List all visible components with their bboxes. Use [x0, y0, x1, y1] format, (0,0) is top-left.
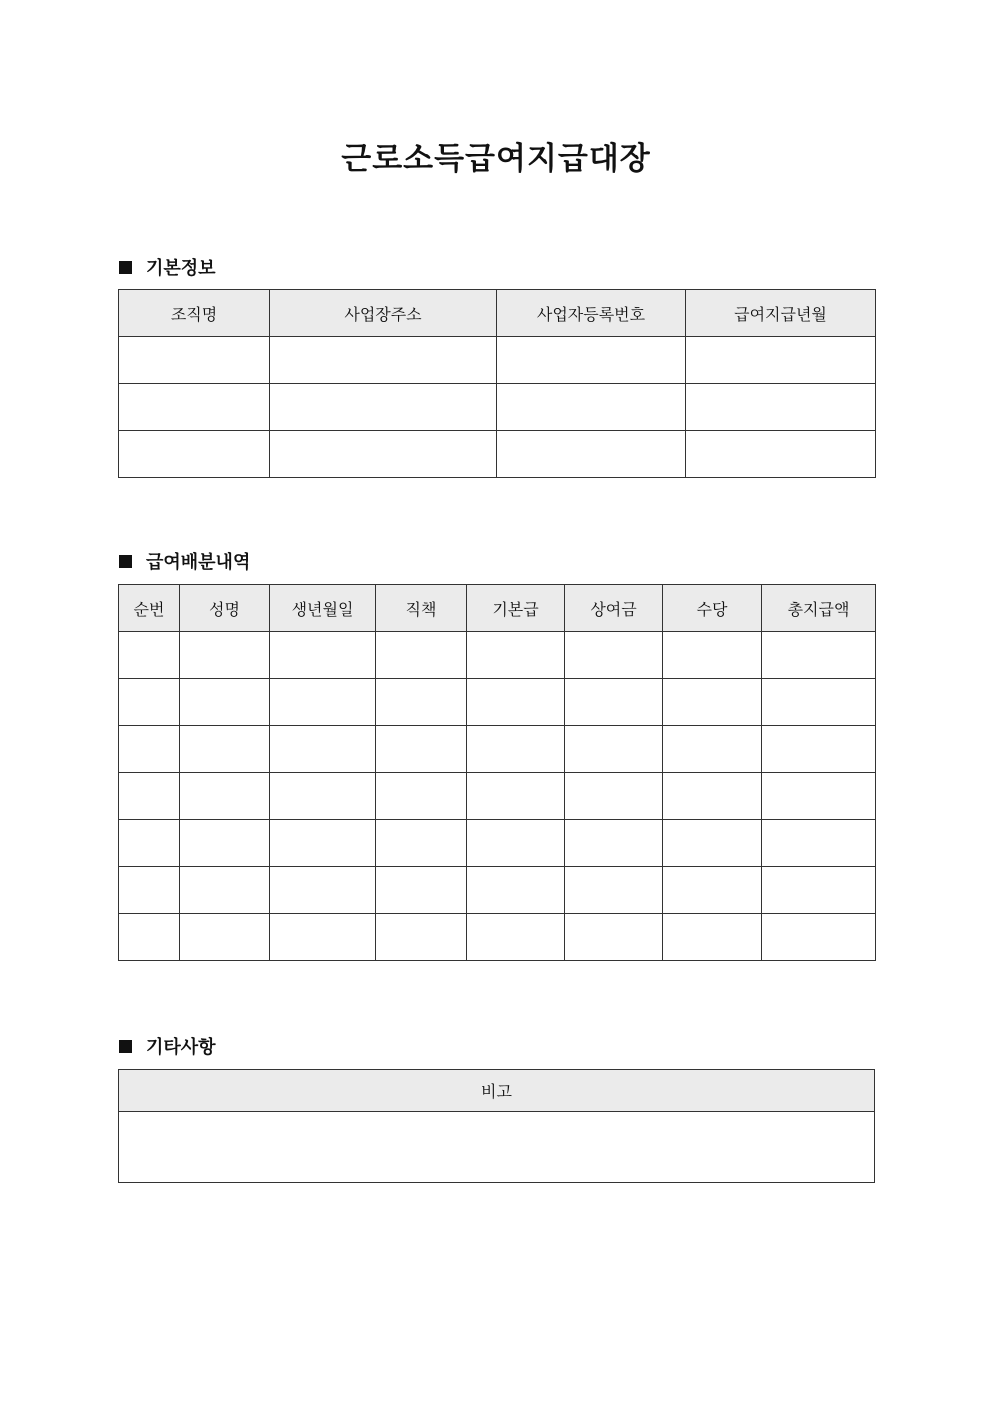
table-cell[interactable] [467, 867, 565, 914]
square-bullet-icon [119, 1040, 132, 1053]
table-cell[interactable] [467, 914, 565, 961]
table-cell[interactable] [376, 914, 467, 961]
table-cell[interactable] [180, 867, 270, 914]
section-heading-label: 급여배분내역 [146, 552, 251, 573]
section-heading-label: 기타사항 [146, 1037, 216, 1058]
header-bonus: 상여금 [565, 585, 663, 632]
table-cell[interactable] [762, 867, 876, 914]
table-cell[interactable] [119, 726, 180, 773]
table-cell[interactable] [565, 867, 663, 914]
section-heading-basic [119, 254, 216, 280]
table-cell[interactable] [686, 337, 876, 384]
header-allowance: 수당 [663, 585, 762, 632]
table-row [119, 384, 876, 431]
header-business-address: 사업장주소 [270, 290, 497, 337]
table-cell[interactable] [376, 773, 467, 820]
table-row [119, 773, 876, 820]
table-cell[interactable] [180, 679, 270, 726]
table-cell[interactable] [119, 820, 180, 867]
table-cell[interactable] [467, 726, 565, 773]
table-row [119, 679, 876, 726]
table-cell[interactable] [565, 726, 663, 773]
table-cell[interactable] [565, 820, 663, 867]
header-birthdate: 생년월일 [270, 585, 376, 632]
table-cell[interactable] [497, 384, 686, 431]
table-cell[interactable] [119, 337, 270, 384]
table-row [119, 1112, 875, 1183]
table-cell[interactable] [565, 914, 663, 961]
table-cell[interactable] [270, 431, 497, 478]
header-name: 성명 [180, 585, 270, 632]
table-cell[interactable] [119, 773, 180, 820]
square-bullet-icon [119, 555, 132, 568]
table-cell[interactable] [565, 773, 663, 820]
table-row [119, 914, 876, 961]
table-header-row [119, 585, 876, 632]
header-position: 직책 [376, 585, 467, 632]
table-cell[interactable] [663, 679, 762, 726]
table-row [119, 820, 876, 867]
table-cell[interactable] [467, 632, 565, 679]
table-cell[interactable] [180, 632, 270, 679]
table-cell[interactable] [180, 773, 270, 820]
header-pay-month: 급여지급년월 [686, 290, 876, 337]
table-cell[interactable] [376, 632, 467, 679]
remarks-table [118, 1069, 875, 1183]
table-cell[interactable] [565, 632, 663, 679]
table-cell[interactable] [270, 867, 376, 914]
table-cell[interactable] [467, 773, 565, 820]
table-cell[interactable] [119, 431, 270, 478]
table-cell[interactable] [270, 679, 376, 726]
table-cell[interactable] [497, 431, 686, 478]
table-cell[interactable] [686, 431, 876, 478]
table-cell[interactable] [270, 632, 376, 679]
section-heading-label: 기본정보 [146, 258, 216, 279]
header-remarks: 비고 [119, 1070, 875, 1112]
table-cell[interactable] [663, 726, 762, 773]
table-cell[interactable] [663, 632, 762, 679]
basic-info-table [118, 289, 876, 478]
table-cell[interactable] [119, 632, 180, 679]
table-cell[interactable] [762, 773, 876, 820]
table-row [119, 337, 876, 384]
table-cell[interactable] [663, 820, 762, 867]
table-header-row [119, 290, 876, 337]
table-cell[interactable] [270, 773, 376, 820]
table-row [119, 726, 876, 773]
table-cell[interactable] [119, 914, 180, 961]
table-cell[interactable] [119, 867, 180, 914]
section-heading-other [119, 1033, 216, 1059]
page-title: 근로소득급여지급대장 [341, 141, 651, 177]
table-cell[interactable] [467, 820, 565, 867]
table-cell[interactable] [376, 867, 467, 914]
table-cell[interactable] [270, 914, 376, 961]
table-cell[interactable] [762, 726, 876, 773]
table-cell[interactable] [270, 384, 497, 431]
table-cell[interactable] [762, 820, 876, 867]
table-cell[interactable] [119, 384, 270, 431]
table-cell[interactable] [686, 384, 876, 431]
table-cell[interactable] [663, 773, 762, 820]
square-bullet-icon [119, 261, 132, 274]
table-cell[interactable] [497, 337, 686, 384]
table-cell[interactable] [762, 632, 876, 679]
table-cell[interactable] [376, 820, 467, 867]
header-business-reg-no: 사업자등록번호 [497, 290, 686, 337]
table-cell[interactable] [180, 726, 270, 773]
table-cell[interactable] [270, 337, 497, 384]
header-seq: 순번 [119, 585, 180, 632]
table-header-row [119, 1070, 875, 1112]
table-cell[interactable] [663, 867, 762, 914]
salary-distribution-table [118, 584, 876, 961]
section-heading-salary [119, 548, 250, 574]
header-total-pay: 총지급액 [762, 585, 876, 632]
header-org-name: 조직명 [119, 290, 270, 337]
table-cell[interactable] [376, 679, 467, 726]
remarks-cell[interactable] [119, 1112, 875, 1183]
table-cell[interactable] [270, 820, 376, 867]
table-row [119, 431, 876, 478]
table-cell[interactable] [270, 726, 376, 773]
table-cell[interactable] [180, 914, 270, 961]
table-cell[interactable] [762, 679, 876, 726]
table-row [119, 867, 876, 914]
table-row [119, 632, 876, 679]
table-cell[interactable] [180, 820, 270, 867]
table-cell[interactable] [762, 914, 876, 961]
table-cell[interactable] [376, 726, 467, 773]
table-cell[interactable] [467, 679, 565, 726]
table-cell[interactable] [565, 679, 663, 726]
table-cell[interactable] [119, 679, 180, 726]
table-cell[interactable] [663, 914, 762, 961]
header-base-pay: 기본급 [467, 585, 565, 632]
